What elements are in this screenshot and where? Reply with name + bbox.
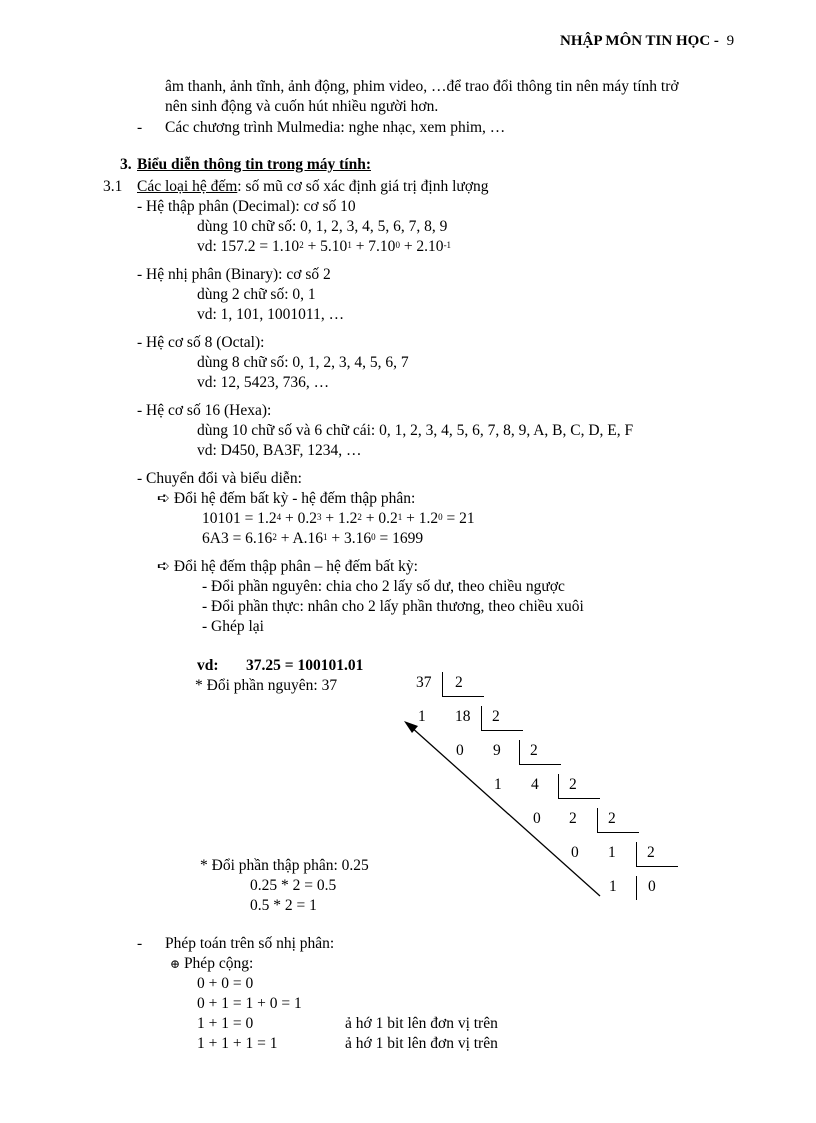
page-number: 9 — [726, 33, 735, 49]
dividend-37: 37 — [416, 674, 432, 691]
addition-row-4: 1 + 1 + 1 = 1 — [197, 1035, 278, 1052]
to-decimal-heading: ➪ Đổi hệ đếm bất kỳ - hệ đếm thập phân: — [157, 490, 416, 507]
subsection-number: 3.1 — [103, 178, 123, 195]
fraction-step-1: 0.25 * 2 = 0.5 — [250, 877, 337, 894]
divisor-5: 2 — [608, 810, 616, 827]
quotient-2: 2 — [569, 810, 577, 827]
intro-line-1: âm thanh, ảnh tĩnh, ảnh động, phim video, …để trao đổi thông tin nên máy tính trở — [165, 78, 679, 95]
remainder-5: 0 — [571, 844, 579, 861]
addition-heading: ⊕ Phép cộng: — [170, 955, 254, 972]
remainder-2: 0 — [456, 742, 464, 759]
intro-bullet: - — [137, 119, 143, 136]
subsection-title: Các loại hệ đếm — [137, 178, 238, 195]
divisor-4: 2 — [569, 776, 577, 793]
section-title: Biểu diễn thông tin trong máy tính: — [137, 156, 371, 173]
section-number: 3. — [120, 156, 132, 173]
divisor-3: 2 — [530, 742, 538, 759]
arrow-icon: ➪ — [157, 558, 170, 575]
addition-row-2: 0 + 1 = 1 + 0 = 1 — [197, 995, 302, 1012]
hexa-head: - Hệ cơ số 16 (Hexa): — [137, 402, 272, 419]
intro-line-2: nên sinh động và cuốn hút nhiều người hơn. — [165, 98, 439, 115]
binary-example: vd: 1, 101, 1001011, … — [197, 306, 345, 323]
operations-head: Phép toán trên số nhị phân: — [165, 935, 335, 952]
to-decimal-example-1: $10101 = 1.2^4 + 0.2^3 + 1.2^2 + 0.2^1 + 1.2^0 = 21$ — [202, 510, 475, 527]
addition-row-3-note: ả hớ 1 bit lên đơn vị trên — [345, 1015, 498, 1032]
hexa-digits: dùng 10 chữ số và 6 chữ cái: 0, 1, 2, 3, 4, 5, 6, 7, 8, 9, A, B, C, D, E, F — [197, 422, 634, 439]
decimal-digits: dùng 10 chữ số: 0, 1, 2, 3, 4, 5, 6, 7, 8, 9 — [197, 218, 448, 235]
divisor-6: 2 — [647, 844, 655, 861]
header-title: NHẬP MÔN TIN HỌC - — [560, 33, 719, 49]
quotient-0: 0 — [648, 878, 656, 895]
decimal-example: vd: $157.2 = 1.10^2 + 5.10^1 + 7.10^0 + 2.10^{-1}$ — [197, 238, 452, 255]
quotient-4: 4 — [531, 776, 539, 793]
divisor-2: 2 — [492, 708, 500, 725]
decimal-head: - Hệ thập phân (Decimal): cơ số 10 — [137, 198, 356, 215]
addition-row-4-note: ả hớ 1 bit lên đơn vị trên — [345, 1035, 498, 1052]
from-decimal-heading: ➪ Đổi hệ đếm thập phân – hệ đếm bất kỳ: — [157, 558, 418, 575]
fraction-part-label: * Đổi phần thập phân: 0.25 — [200, 857, 369, 874]
quotient-9: 9 — [493, 742, 501, 759]
addition-row-3: 1 + 1 = 0 — [197, 1015, 254, 1032]
subsection-desc: : số mũ cơ số xác định giá trị định lượng — [237, 178, 489, 195]
intro-line-3: Các chương trình Mulmedia: nghe nhạc, xem phim, … — [165, 119, 506, 136]
addition-row-1: 0 + 0 = 0 — [197, 975, 254, 992]
from-decimal-step-1: - Đổi phần nguyên: chia cho 2 lấy số dư, theo chiều ngược — [202, 578, 565, 595]
binary-head: - Hệ nhị phân (Binary): cơ số 2 — [137, 266, 331, 283]
octal-head: - Hệ cơ số 8 (Octal): — [137, 334, 265, 351]
plus-circle-icon: ⊕ — [170, 957, 181, 971]
integer-part-label: * Đổi phần nguyên: 37 — [195, 677, 338, 694]
binary-digits: dùng 2 chữ số: 0, 1 — [197, 286, 316, 303]
remainder-4: 0 — [533, 810, 541, 827]
remainder-6: 1 — [609, 878, 617, 895]
example-value: 37.25 = 100101.01 — [246, 657, 364, 674]
operations-bullet: - — [137, 935, 143, 952]
from-decimal-step-2: - Đổi phần thực: nhân cho 2 lấy phần thương, theo chiều xuôi — [202, 598, 584, 615]
to-decimal-example-2: $6A3 = 6.16^2 + A.16^1 + 3.16^0 = 1699$ — [202, 530, 424, 547]
from-decimal-step-3: - Ghép lại — [202, 618, 264, 635]
remainder-1: 1 — [418, 708, 426, 725]
arrow-icon: ➪ — [157, 490, 170, 507]
conversion-head: - Chuyển đổi và biểu diễn: — [137, 470, 302, 487]
fraction-step-2: 0.5 * 2 = 1 — [250, 897, 317, 914]
divisor-1: 2 — [455, 674, 463, 691]
octal-example: vd: 12, 5423, 736, … — [197, 374, 330, 391]
remainder-3: 1 — [494, 776, 502, 793]
quotient-1: 1 — [608, 844, 616, 861]
example-label: vd: — [197, 657, 219, 674]
quotient-18: 18 — [455, 708, 471, 725]
octal-digits: dùng 8 chữ số: 0, 1, 2, 3, 4, 5, 6, 7 — [197, 354, 409, 371]
hexa-example: vd: D450, BA3F, 1234, … — [197, 442, 362, 459]
